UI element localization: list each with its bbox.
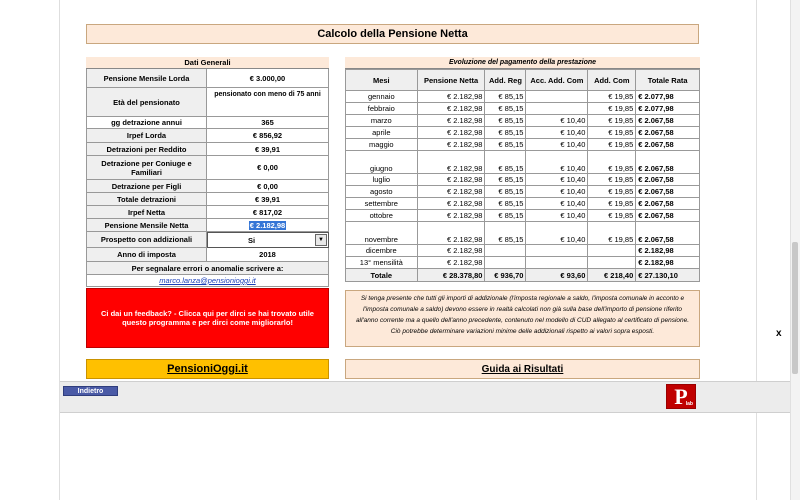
dati-row-value: € 3.000,00: [207, 69, 329, 88]
value-cell: € 10,40: [526, 198, 588, 210]
month-cell: febbraio: [346, 103, 418, 115]
value-cell: € 19,85: [588, 115, 636, 127]
value-cell: € 85,15: [485, 127, 526, 139]
month-cell: aprile: [346, 127, 418, 139]
column-header: Add. Reg: [485, 70, 526, 91]
anno-value: 2018: [207, 248, 329, 262]
totals-cell: € 27.130,10: [636, 269, 700, 282]
value-cell: € 2.182,98: [417, 139, 485, 151]
scrollbar-thumb[interactable]: [792, 242, 798, 374]
close-icon[interactable]: [776, 328, 782, 339]
column-header: Mesi: [346, 70, 418, 91]
month-cell: dicembre: [346, 245, 418, 257]
chevron-down-icon[interactable]: ▼: [315, 234, 327, 246]
month-cell: gennaio: [346, 91, 418, 103]
dati-row: [86, 180, 329, 193]
dati-row-value: 365: [207, 117, 329, 129]
totals-cell: € 93,60: [526, 269, 588, 282]
column-header: Pensione Netta: [417, 70, 485, 91]
dati-row: [86, 69, 329, 88]
evoluzione-label: Evoluzione del pagamento della prestazione: [448, 59, 597, 66]
value-cell: € 85,15: [485, 139, 526, 151]
value-cell: € 2.067,58: [636, 151, 700, 174]
logo-sub: lab: [685, 401, 693, 407]
month-cell: 13° mensilità: [346, 257, 418, 269]
dati-row: [86, 117, 329, 129]
feedback-button[interactable]: [86, 288, 329, 348]
dati-row-value: € 0,00: [207, 180, 329, 193]
table-row: [346, 186, 700, 198]
value-cell: € 19,85: [588, 103, 636, 115]
dati-row-value: pensionato con meno di 75 anni: [207, 88, 329, 117]
value-cell: € 85,15: [485, 151, 526, 174]
month-cell: settembre: [346, 198, 418, 210]
value-cell: € 10,40: [526, 174, 588, 186]
value-cell: € 2.182,98: [636, 245, 700, 257]
value-cell: € 85,15: [485, 174, 526, 186]
value-cell: € 2.182,98: [417, 257, 485, 269]
value-cell: € 2.067,58: [636, 222, 700, 245]
email-row: [86, 275, 329, 287]
table-row: [346, 151, 700, 174]
pagamento-table: [345, 69, 700, 282]
feedback-text: Ci dai un feedback? - Clicca qui per dirci se hai trovato utile questo programma e per dirci come migliorarlo!: [101, 309, 314, 327]
value-cell: € 2.067,58: [636, 210, 700, 222]
value-cell: € 19,85: [588, 222, 636, 245]
pagamento-header-row: [346, 70, 700, 91]
value-cell: [588, 245, 636, 257]
value-cell: € 19,85: [588, 127, 636, 139]
dati-row-label: Pensione Mensile Netta: [86, 219, 207, 232]
table-row: [346, 222, 700, 245]
value-cell: € 2.182,98: [417, 245, 485, 257]
value-cell: € 19,85: [588, 186, 636, 198]
table-row: [346, 210, 700, 222]
value-cell: € 85,15: [485, 222, 526, 245]
value-cell: € 2.182,98: [417, 198, 485, 210]
value-cell: € 2.182,98: [417, 103, 485, 115]
dati-row-value: € 0,00: [207, 156, 329, 180]
value-cell: € 2.182,98: [417, 210, 485, 222]
table-row: [346, 103, 700, 115]
month-cell: marzo: [346, 115, 418, 127]
dati-row-label: gg detrazione annui: [86, 117, 207, 129]
dati-row-label: Detrazione per Coniuge e Familiari: [86, 156, 207, 180]
dati-row-value: [207, 219, 329, 232]
note-text: Si tenga presente che tutti gli importi di addizionale (l'imposta regionale a saldo, l'imposta comunale in acconto e l'imposta comunale a saldo) devono essere in realtà calcolati non già sulla base dell'importo di pensione riferito all'anno corrente ma a quello dell'anno precedente, contenuto nel modello di CUD allegato al certificato di pensione. Ciò potrebbe determinare variazioni minime delle addizionali rispetto ai valori sopra esposti.: [355, 295, 690, 335]
value-cell: [526, 245, 588, 257]
value-cell: € 85,15: [485, 115, 526, 127]
dati-row-value: € 817,02: [207, 206, 329, 219]
dati-row-label: Detrazione per Figli: [86, 180, 207, 193]
back-button[interactable]: [63, 386, 118, 396]
dati-generali-label: Dati Generali: [184, 58, 231, 67]
value-cell: [485, 245, 526, 257]
plab-logo[interactable]: [666, 384, 696, 409]
prospetto-select[interactable]: [207, 232, 329, 248]
pensionioggi-label: PensioniOggi.it: [167, 363, 248, 375]
month-cell: giugno: [346, 151, 418, 174]
page-title-text: Calcolo della Pensione Netta: [317, 28, 468, 40]
value-cell: € 2.077,98: [636, 91, 700, 103]
table-row: [346, 139, 700, 151]
dati-row-label: Detrazioni per Reddito: [86, 143, 207, 156]
value-cell: € 2.182,98: [417, 151, 485, 174]
value-cell: € 2.067,58: [636, 186, 700, 198]
anno-row: [86, 248, 329, 262]
value-cell: € 2.182,98: [417, 115, 485, 127]
prospetto-select-value: Si: [248, 235, 256, 245]
guida-risultati-label: Guida ai Risultati: [481, 363, 564, 375]
dati-row: [86, 156, 329, 180]
guida-risultati-button[interactable]: [345, 359, 700, 379]
dati-row-value: € 39,91: [207, 193, 329, 206]
dati-row: [86, 219, 329, 232]
value-cell: € 85,15: [485, 103, 526, 115]
month-cell: ottobre: [346, 210, 418, 222]
value-cell: € 19,85: [588, 91, 636, 103]
value-cell: € 2.182,98: [417, 222, 485, 245]
dati-row: [86, 193, 329, 206]
value-cell: € 19,85: [588, 174, 636, 186]
totals-cell: € 936,70: [485, 269, 526, 282]
month-cell: agosto: [346, 186, 418, 198]
note-box: [345, 290, 700, 347]
table-row: [346, 91, 700, 103]
table-row: [346, 245, 700, 257]
evoluzione-header: [345, 57, 700, 69]
dati-row-label: Irpef Netta: [86, 206, 207, 219]
dati-generali-header: [86, 57, 329, 69]
value-cell: € 2.067,58: [636, 139, 700, 151]
value-cell: € 10,40: [526, 115, 588, 127]
value-cell: € 19,85: [588, 210, 636, 222]
value-cell: [588, 257, 636, 269]
dati-row-label: Totale detrazioni: [86, 193, 207, 206]
table-row: [346, 174, 700, 186]
value-cell: € 2.067,58: [636, 198, 700, 210]
prospetto-row: [86, 232, 329, 248]
value-cell: [526, 257, 588, 269]
dati-row: [86, 129, 329, 143]
back-label: Indietro: [77, 387, 104, 395]
dati-row: [86, 206, 329, 219]
value-cell: € 2.067,58: [636, 115, 700, 127]
value-cell: € 10,40: [526, 210, 588, 222]
dati-row-label: Età del pensionato: [86, 88, 207, 117]
dati-row: [86, 88, 329, 117]
month-cell: maggio: [346, 139, 418, 151]
dati-row: [86, 143, 329, 156]
segnalare-text: Per segnalare errori o anomalie scrivere a:: [86, 262, 329, 275]
column-header: Add. Com: [588, 70, 636, 91]
value-cell: € 10,40: [526, 139, 588, 151]
logo-letter: P: [674, 383, 688, 409]
value-cell: € 19,85: [588, 139, 636, 151]
value-cell: € 2.182,98: [636, 257, 700, 269]
month-cell: luglio: [346, 174, 418, 186]
column-header: Totale Rata: [636, 70, 700, 91]
value-cell: € 2.182,98: [417, 127, 485, 139]
value-cell: € 10,40: [526, 127, 588, 139]
page-title: [86, 24, 699, 44]
value-cell: € 19,85: [588, 151, 636, 174]
totals-label: Totale: [346, 269, 418, 282]
value-cell: € 2.182,98: [417, 174, 485, 186]
pensionioggi-button[interactable]: [86, 359, 329, 379]
close-label: x: [776, 328, 782, 339]
dati-row-value: € 856,92: [207, 129, 329, 143]
dati-row-label: Pensione Mensile Lorda: [86, 69, 207, 88]
value-cell: € 10,40: [526, 186, 588, 198]
table-row: [346, 257, 700, 269]
table-row: [346, 127, 700, 139]
table-row: [346, 198, 700, 210]
value-cell: € 19,85: [588, 198, 636, 210]
value-cell: [485, 257, 526, 269]
pensione-netta-selected-value[interactable]: € 2.182,98: [249, 220, 286, 230]
column-header: Acc. Add. Com: [526, 70, 588, 91]
value-cell: € 85,15: [485, 91, 526, 103]
value-cell: € 2.067,58: [636, 174, 700, 186]
value-cell: € 2.182,98: [417, 91, 485, 103]
totals-cell: € 218,40: [588, 269, 636, 282]
value-cell: € 2.077,98: [636, 103, 700, 115]
value-cell: € 10,40: [526, 222, 588, 245]
table-row: [346, 115, 700, 127]
value-cell: € 2.182,98: [417, 186, 485, 198]
dati-row-label: Irpef Lorda: [86, 129, 207, 143]
totals-cell: € 28.378,80: [417, 269, 485, 282]
anno-label: Anno di imposta: [86, 248, 207, 262]
value-cell: [526, 91, 588, 103]
value-cell: € 2.067,58: [636, 127, 700, 139]
value-cell: € 85,15: [485, 186, 526, 198]
value-cell: [526, 103, 588, 115]
value-cell: € 85,15: [485, 198, 526, 210]
month-cell: novembre: [346, 222, 418, 245]
value-cell: € 10,40: [526, 151, 588, 174]
prospetto-label: Prospetto con addizionali: [86, 232, 207, 248]
totals-row: [346, 269, 700, 282]
value-cell: € 85,15: [485, 210, 526, 222]
email-link[interactable]: marco.lanza@pensionioggi.it: [159, 276, 256, 285]
dati-row-value: € 39,91: [207, 143, 329, 156]
